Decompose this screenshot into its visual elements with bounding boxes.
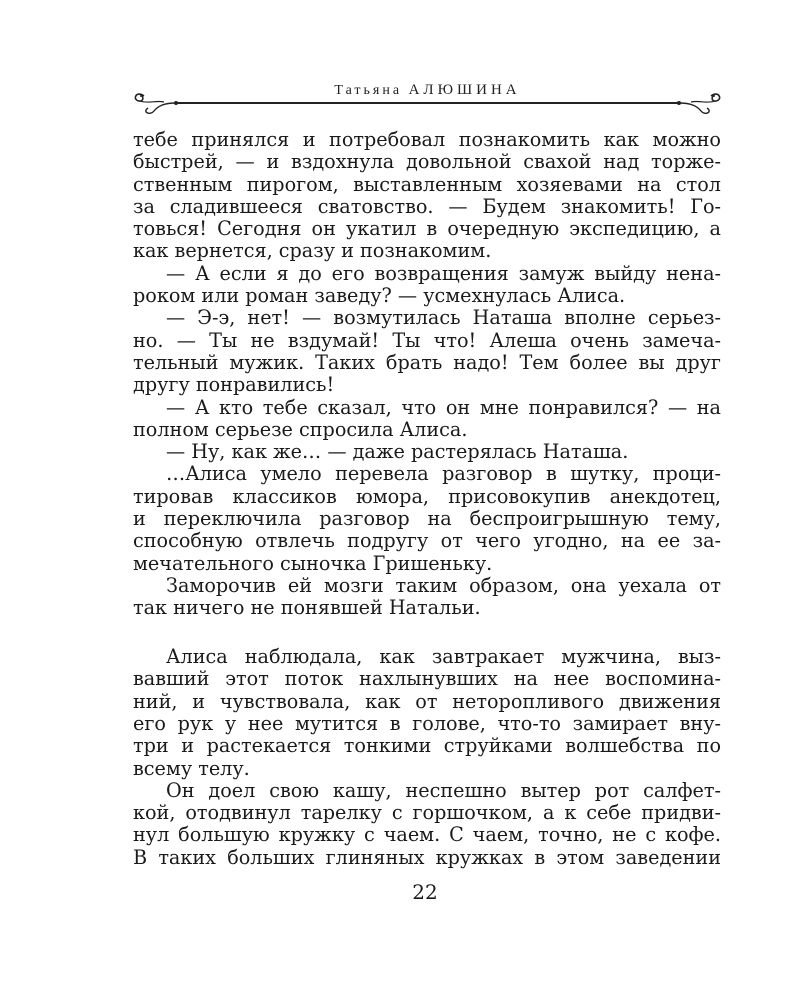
text-line: ний, и чувствовала, как от неторопливого движения (133, 689, 721, 713)
text-line: способную отвлечь подругу от чего угодно, на ее за- (133, 529, 721, 553)
page-number: 22 (412, 880, 438, 904)
text-line: нул большую кружку с чаем. С чаем, точно, не с кофе. (133, 823, 721, 847)
text-line: за сладившееся сватовство. — Будем знакомить! Го- (133, 194, 721, 218)
text-line: Алиса наблюдала, как завтракает мужчина, выз- (166, 645, 721, 669)
section-break (133, 620, 721, 647)
text-line: другу понравились! (133, 373, 335, 397)
text-line: тебе принялся и потребовал познакомить как можно (133, 128, 721, 151)
text-line: тировав классиков юмора, присовокупив анекдотец, (133, 484, 721, 508)
paragraph (133, 397, 721, 442)
text-line: кой, отодвинул тарелку с горшочком, а к себе придви- (133, 801, 721, 825)
text-line: но. — Ты не вздумай! Ты что! Алеша очень замеча- (133, 328, 721, 352)
text-line: его рук у нее мутится в голове, что-то замирает вну- (133, 711, 721, 735)
text-line: всему телу. (133, 756, 250, 780)
paragraph (133, 263, 721, 308)
text-line: три и растекается тонкими струйками волшебства по (133, 734, 721, 758)
paragraph (133, 575, 721, 620)
text-line: и переключила разговор на беспроигрышную тему, (133, 507, 721, 531)
paragraph (133, 780, 721, 869)
text-line: — А кто тебе сказал, что он мне понравился? — на (166, 395, 721, 419)
ornament-flourish-icon (677, 86, 725, 116)
text-line: Заморочив ей мозги таким образом, она уехала от (166, 573, 721, 597)
paragraph (133, 307, 721, 396)
paragraph (133, 441, 721, 463)
text-line: быстрей, — и вздохнула довольной свахой над торже- (133, 150, 721, 174)
paragraph (133, 129, 721, 263)
running-title (130, 82, 725, 99)
text-line: товься! Сегодня он укатил в очередную экспедицию, а (133, 217, 721, 241)
author-first-name: Татьяна (334, 83, 403, 98)
text-line: так ничего не понявшей Натальи. (133, 596, 481, 620)
text-line: вавший этот поток нахлынувших на нее воспомина- (133, 667, 721, 691)
text-line: как вернется, сразу и познакомим. (133, 239, 492, 263)
running-header (130, 80, 725, 120)
paragraph (133, 463, 721, 574)
text-line: В таких больших глиняных кружках в этом заведении (133, 845, 721, 869)
text-line: роком или роман заведу? — усмехнулась Алиса. (133, 284, 626, 308)
text-line: …Алиса умело перевела разговор в шутку, проци- (166, 462, 721, 486)
text-line: Он доел свою кашу, неспешно вытер рот салфет- (166, 778, 721, 802)
text-line: — Ну, как же… — даже растерялась Наташа. (166, 440, 629, 464)
text-line: ственным пирогом, выставленным хозяевами на стол (133, 172, 721, 196)
text-line: — Э-э, нет! — возмутилась Наташа вполне серьез- (166, 306, 721, 330)
header-rule (175, 102, 680, 104)
text-line: тельный мужик. Таких брать надо! Тем более вы друг (133, 350, 721, 374)
body-text (133, 129, 721, 869)
text-line: полном серьезе спросила Алиса. (133, 417, 468, 441)
text-line: — А если я до его возвращения замуж выйду нена- (166, 261, 721, 285)
text-line: мечательного сыночка Гришеньку. (133, 551, 493, 575)
paragraph (133, 646, 721, 780)
author-last-name: АЛЮШИНА (408, 82, 521, 98)
